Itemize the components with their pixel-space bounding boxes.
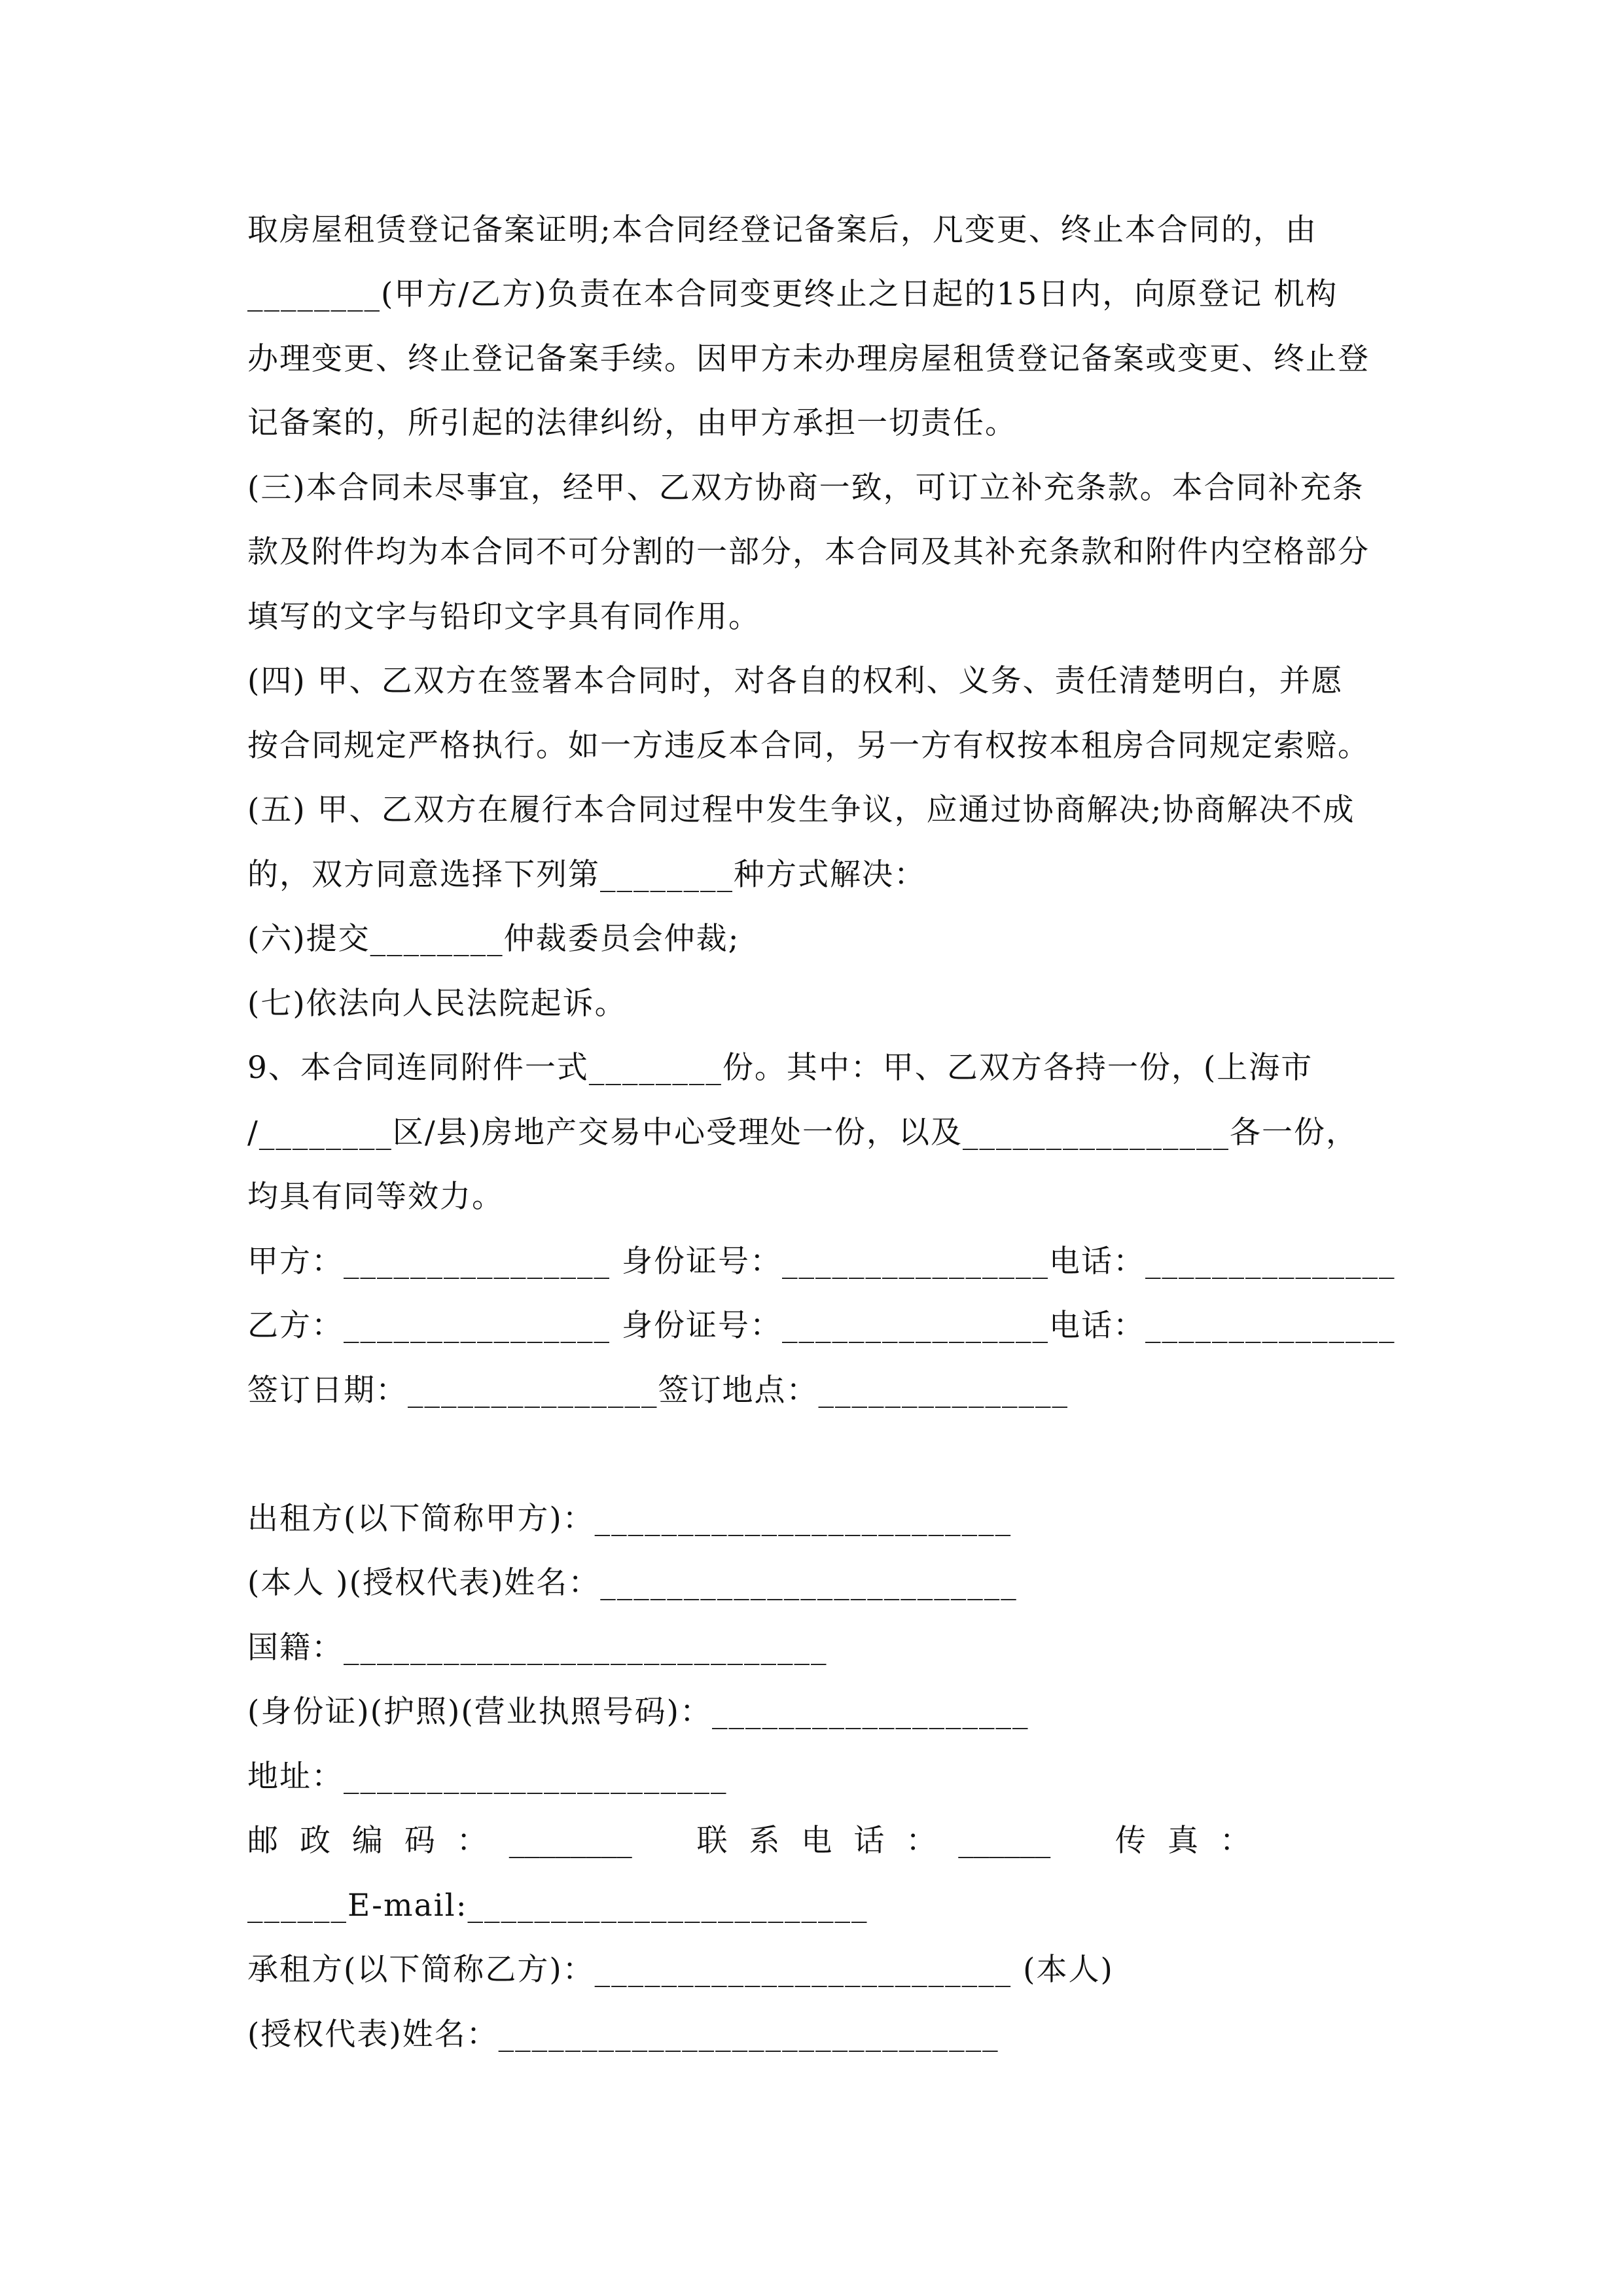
clause-line: (三)本合同未尽事宜，经甲、乙双方协商一致，可订立补充条款。本合同补充条	[247, 470, 1364, 506]
id-number-field: (身份证)(护照)(营业执照号码)：___________________	[247, 1694, 1029, 1730]
clause-line: 的，双方同意选择下列第________种方式解决：	[247, 857, 926, 893]
clause-line: 填写的文字与铅印文字具有同作用。	[247, 599, 760, 635]
lessor-field: 出租方(以下简称甲方)：_________________________	[247, 1501, 1012, 1537]
clause-line: /________区/县)房地产交易中心受理处一份，以及________________各一份，	[247, 1115, 1359, 1151]
party-b-signature-line: 乙方：________________ 身份证号：________________电话：_______________	[247, 1308, 1396, 1344]
lessee-field: 承租方(以下简称乙方)：_________________________ (本人)	[247, 1952, 1114, 1988]
clause-line: 记备案的，所引起的法律纠纷，由甲方承担一切责任。	[247, 405, 1017, 441]
clause-line: 均具有同等效力。	[247, 1179, 504, 1215]
signing-date-place-line: 签订日期：_______________签订地点：_______________	[247, 1372, 1069, 1408]
email-field: ______E-mail:________________________	[247, 1888, 868, 1924]
clause-line: 9、本合同连同附件一式________份。其中：甲、乙双方各持一份，(上海市	[247, 1050, 1313, 1086]
clause-line: 款及附件均为本合同不可分割的一部分，本合同及其补充条款和附件内空格部分	[247, 534, 1370, 570]
party-a-signature-line: 甲方：________________ 身份证号：________________电话：_______________	[247, 1244, 1396, 1280]
clause-line: 取房屋租赁登记备案证明;本合同经登记备案后，凡变更、终止本合同的，由	[247, 212, 1317, 248]
lessee-name-field: (授权代表)姓名：______________________________	[247, 2017, 999, 2053]
address-field: 地址：_______________________	[247, 1759, 728, 1795]
contact-field-line: 邮 政 编 码 ： ________ 联 系 电 话 ： ______ 传 真 ：	[247, 1823, 1251, 1859]
clause-line: 办理变更、终止登记备案手续。因甲方未办理房屋租赁登记备案或变更、终止登	[247, 341, 1370, 377]
clause-line: (五) 甲、乙双方在履行本合同过程中发生争议，应通过协商解决;协商解决不成	[247, 792, 1355, 828]
clause-line: (四) 甲、乙双方在签署本合同时，对各自的权利、义务、责任清楚明白，并愿	[247, 663, 1344, 699]
clause-line: (六)提交________仲裁委员会仲裁;	[247, 921, 740, 957]
clause-line: (七)依法向人民法院起诉。	[247, 986, 627, 1022]
clause-line: 按合同规定严格执行。如一方违反本合同，另一方有权按本租房合同规定索赔。	[247, 728, 1370, 764]
clause-line: ________(甲方/乙方)负责在本合同变更终止之日起的15日内，向原登记 机构	[247, 276, 1338, 312]
lessor-name-field: (本人 )(授权代表)姓名：_________________________	[247, 1565, 1018, 1601]
nationality-field: 国籍：_____________________________	[247, 1630, 828, 1666]
